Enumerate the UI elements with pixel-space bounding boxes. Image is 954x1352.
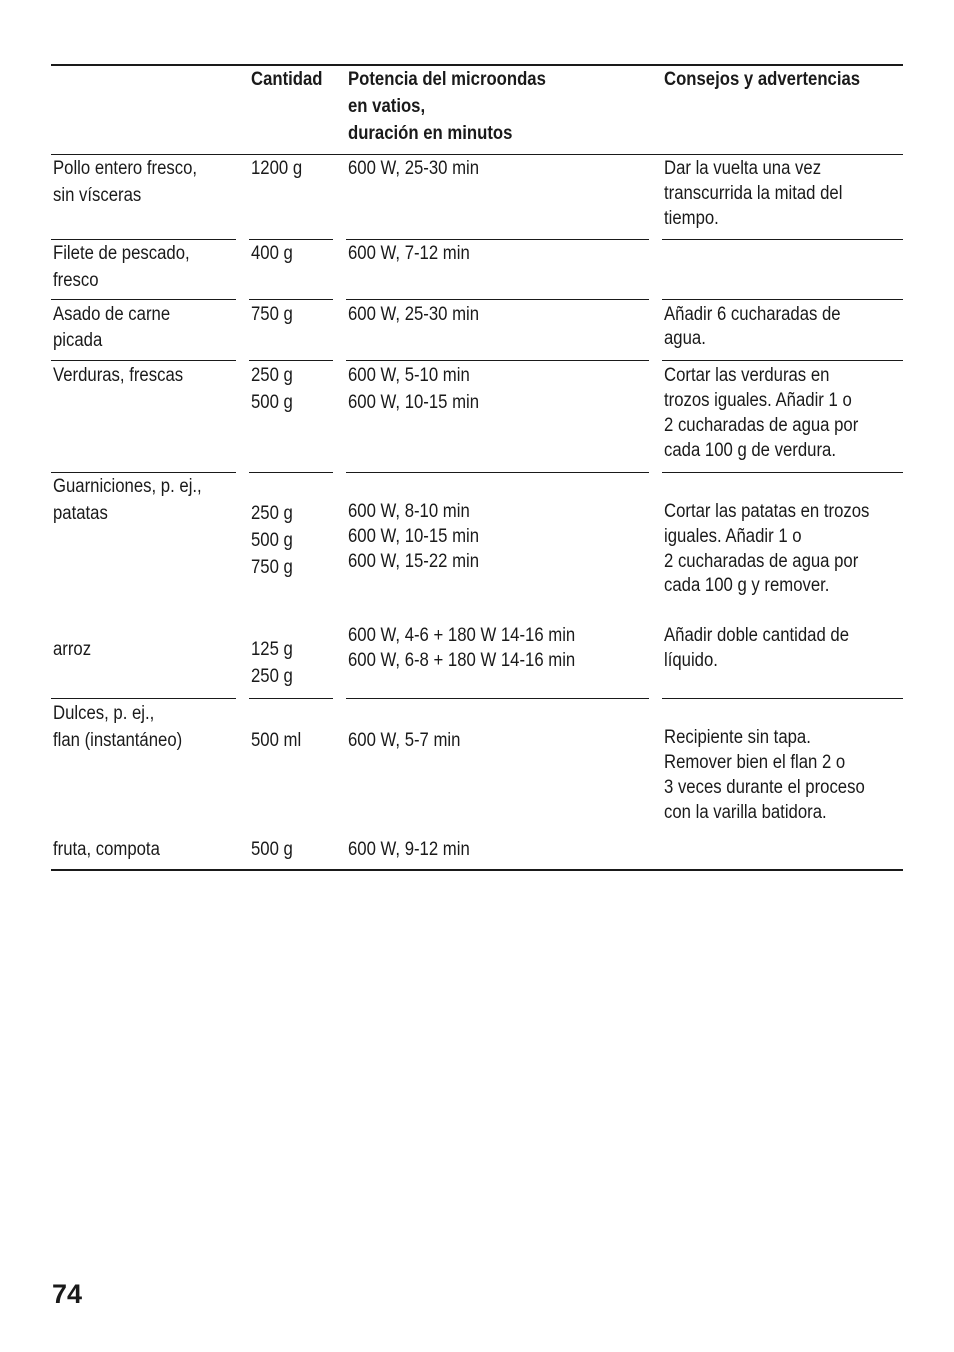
food-cell: Pollo entero fresco, [53,158,198,179]
tips-cell: 3 veces durante el proceso [664,777,865,798]
power-cell: 600 W, 5-7 min [348,730,461,751]
food-cell: Verduras, frescas [53,365,184,386]
power-cell: 600 W, 9-12 min [348,839,470,860]
row-rule [662,299,903,300]
power-cell: 600 W, 6-8 + 180 W 14-16 min [348,650,576,671]
food-cell: picada [53,330,103,351]
food-cell: Dulces, p. ej., [53,703,155,724]
table-top-rule [51,64,903,66]
header-cantidad: Cantidad [251,69,323,90]
power-cell: 600 W, 8-10 min [348,501,470,522]
header-potencia-line: en vatios, [348,96,426,117]
tips-cell: Añadir doble cantidad de [664,625,849,646]
tips-cell: 2 cucharadas de agua por [664,415,859,436]
food-cell: arroz [53,639,92,660]
qty-cell: 125 g [251,639,293,660]
qty-cell: 500 g [251,530,293,551]
qty-cell: 500 ml [251,730,302,751]
qty-cell: 250 g [251,503,293,524]
tips-cell: tiempo. [664,208,719,229]
row-rule [51,472,236,473]
power-cell: 600 W, 7-12 min [348,243,470,264]
row-rule [249,239,333,240]
row-rule [662,472,903,473]
row-rule [346,698,649,699]
qty-cell: 500 g [251,392,293,413]
tips-cell: transcurrida la mitad del [664,183,843,204]
power-cell: 600 W, 25-30 min [348,158,480,179]
row-rule [249,299,333,300]
qty-cell: 250 g [251,666,293,687]
food-cell: fresco [53,270,99,291]
qty-cell: 750 g [251,304,293,325]
tips-cell: cada 100 g y remover. [664,575,830,596]
power-cell: 600 W, 10-15 min [348,526,480,547]
header-potencia-line: Potencia del microondas [348,69,546,90]
row-rule [51,360,236,361]
row-rule [249,472,333,473]
header-potencia-line: duración en minutos [348,123,513,144]
qty-cell: 250 g [251,365,293,386]
header-consejos: Consejos y advertencias [664,69,861,90]
food-cell: patatas [53,503,108,524]
row-rule [662,698,903,699]
header-bottom-rule [51,154,903,155]
row-rule [249,698,333,699]
table-bottom-rule [51,869,903,871]
row-rule [346,472,649,473]
power-cell: 600 W, 4-6 + 180 W 14-16 min [348,625,576,646]
tips-cell: 2 cucharadas de agua por [664,551,859,572]
food-cell: Asado de carne [53,304,171,325]
tips-cell: Cortar las verduras en [664,365,830,386]
tips-cell: Remover bien el flan 2 o [664,752,846,773]
food-cell: fruta, compota [53,839,160,860]
tips-cell: con la varilla batidora. [664,802,827,823]
row-rule [249,360,333,361]
tips-cell: Añadir 6 cucharadas de [664,304,841,325]
row-rule [51,698,236,699]
row-rule [346,360,649,361]
tips-cell: Dar la vuelta una vez [664,158,822,179]
row-rule [346,239,649,240]
qty-cell: 400 g [251,243,293,264]
row-rule [51,299,236,300]
food-cell: Guarniciones, p. ej., [53,476,202,497]
tips-cell: Recipiente sin tapa. [664,727,811,748]
row-rule [662,239,903,240]
tips-cell: cada 100 g de verdura. [664,440,836,461]
tips-cell: líquido. [664,650,718,671]
food-cell: flan (instantáneo) [53,730,183,751]
power-cell: 600 W, 10-15 min [348,392,480,413]
row-rule [51,239,236,240]
tips-cell: Cortar las patatas en trozos [664,501,870,522]
qty-cell: 500 g [251,839,293,860]
power-cell: 600 W, 25-30 min [348,304,480,325]
page-number: 74 [52,1279,83,1309]
power-cell: 600 W, 15-22 min [348,551,480,572]
qty-cell: 1200 g [251,158,303,179]
tips-cell: agua. [664,328,706,349]
row-rule [662,360,903,361]
tips-cell: iguales. Añadir 1 o [664,526,802,547]
row-rule [346,299,649,300]
qty-cell: 750 g [251,557,293,578]
food-cell: sin vísceras [53,185,142,206]
tips-cell: trozos iguales. Añadir 1 o [664,390,852,411]
power-cell: 600 W, 5-10 min [348,365,470,386]
food-cell: Filete de pescado, [53,243,190,264]
